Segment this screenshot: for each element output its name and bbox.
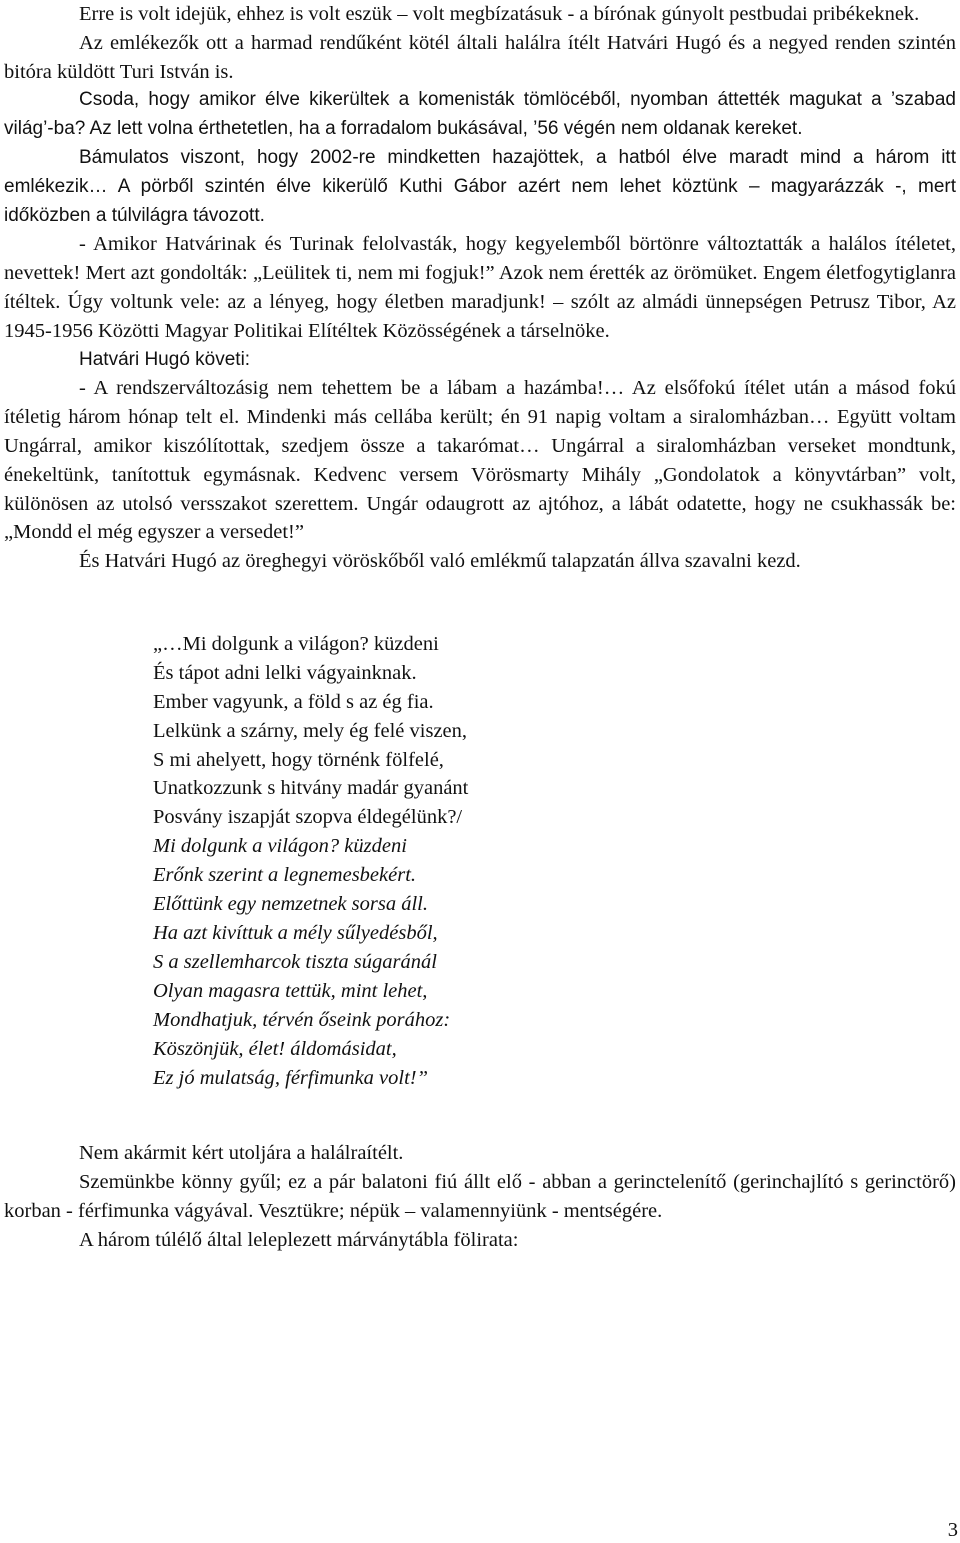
poem-line: Unatkozzunk s hitvány madár gyanánt — [153, 777, 469, 800]
paragraph-escape: Csoda, hogy amikor élve kikerültek a komenisták tömlöcéből, nyomban áttették magukat a ’szabad világ’-ba? Az lett volna érthetetlen, ha a forradalom bukásával, ’56 végén nem oldanak kereket. — [4, 89, 956, 140]
poem-line-italic: Előttünk egy nemzetnek sorsa áll. — [153, 893, 428, 916]
paragraph-intro: Erre is volt idejük, ehhez is volt eszük – volt megbízatásuk - a bírónak gúnyolt pestbudai pribékeknek. — [79, 3, 920, 25]
paragraph-petrusz-quote: - Amikor Hatvárinak és Turinak felolvasták, hogy kegyelemből börtönre változtatták a halálos ítéletet, nevettek! Mert azt gondolták: „Leülitek ti, nem mi fogjuk!” Azok nem érették az örömüket. Engem életfogytiglanra ítéltek. Úgy voltunk vele: az a lényeg, hogy életben maradjunk! – szólt az almádi ünnepségen Petrusz Tibor, Az 1945-1956 Közötti Magyar Politikai Elítéltek Közösségének a társelnöke. — [4, 233, 956, 342]
poem-line-italic: Ez jó mulatság, férfimunka volt!” — [153, 1066, 429, 1089]
paragraph-plaque-intro: A három túlélő által leleplezett márványtábla fölirata: — [79, 1228, 519, 1251]
poem-line: S mi ahelyett, hogy törnénk fölfelé, — [153, 748, 444, 771]
poem-line: Posvány iszapját szopva éldegélünk?/ — [153, 806, 463, 829]
poem-line: Ember vagyunk, a föld s az ég fia. — [153, 690, 434, 713]
document-page — [4, 0, 956, 1255]
poem-line-italic: Mondhatjuk, térvén őseink porához: — [153, 1008, 451, 1031]
paragraph-last-wish: Nem akármit kért utoljára a halálraítélt. — [79, 1142, 404, 1165]
paragraph-tears: Szemünkbe könny gyűl; ez a pár balatoni fiú állt elő - abban a gerinctelenítő (gerinchajlító s gerinctörő) korban - férfimunka vágyával. Vesztükre; népük – valamennyiünk - mentségére. — [4, 1171, 956, 1223]
paragraph-hatvari-quote: - A rendszerváltozásig nem tehettem be a lábam a hazámba!… Az elsőfokú ítélet után a másod fokú ítéletig három hónap telt el. Mindenki más cellába került; én 91 napig voltam a siralomházban… Együtt voltam Ungárral, amikor kiszólítottak, szedjem össze a takarómat… Ungárral a siralomházban verseket mondtunk, énekeltünk, tanítottuk egymásnak. Kedvenc versem Vörösmarty Mihály „Gondolatok a könyvtárban” volt, különösen az utolsó versszakot szerettem. Ungár odaugrott az ajtóhoz, a lábát odatette, hogy ne csukhassák be: „Mondd el még egyszer a versedet!” — [4, 377, 956, 544]
poem-line-italic: Ha azt kivíttuk a mély sűlyedésből, — [153, 922, 438, 944]
paragraph-return: Bámulatos viszont, hogy 2002-re mindketten hazajöttek, a hatból élve maradt mind a három itt emlékezik… A pörből szintén élve kikerülő Kuthi Gábor azért nem lehet köztünk – magyarázzák -, mert időközben a túlvilágra távozott. — [4, 146, 956, 226]
poem-line-italic: Mi dolgunk a világon? küzdeni — [153, 835, 407, 858]
poem-line-italic: Erőnk szerint a legnemesbekért. — [153, 864, 417, 887]
poem-line-italic: S a szellemharcok tiszta súgaránál — [153, 950, 437, 973]
poem-line: És tápot adni lelki vágyainknak. — [153, 661, 417, 684]
poem-block — [153, 630, 956, 1093]
poem-line-italic: Köszönjük, élet! áldomásidat, — [153, 1037, 397, 1060]
after-poem-section — [4, 1139, 956, 1254]
paragraph-hatvari-follows: Hatvári Hugó követi: — [79, 348, 251, 370]
paragraph-rememberers: Az emlékezők ott a harmad rendűként kötél általi halálra ítélt Hatvári Hugó és a negyed renden szintén bitóra küldött Turi István is. — [4, 31, 956, 83]
poem-line-italic: Olyan magasra tettük, mint lehet, — [153, 979, 428, 1002]
paragraph-recital: És Hatvári Hugó az öreghegyi vöröskőből való emlékmű talapzatán állva szavalni kezd. — [79, 550, 801, 573]
poem-line: Lelkünk a szárny, mely ég felé viszen, — [153, 719, 468, 742]
poem-line: „…Mi dolgunk a világon? küzdeni — [153, 632, 439, 655]
page-number: 3 — [947, 1519, 958, 1541]
